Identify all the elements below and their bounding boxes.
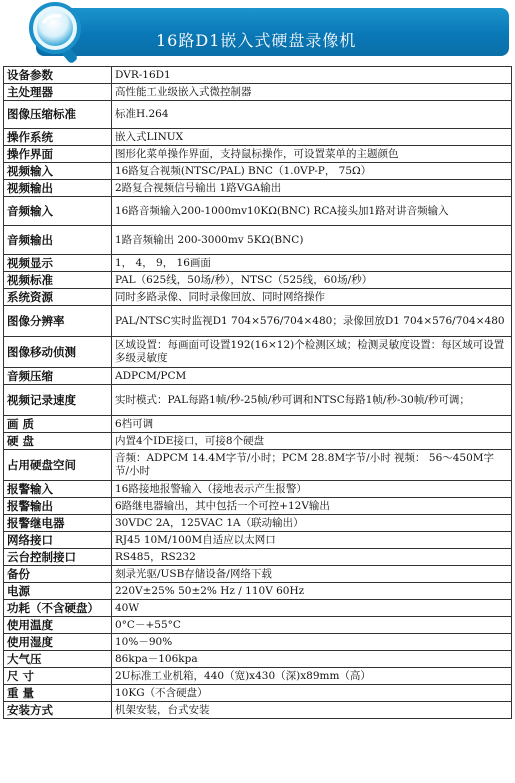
spec-value: 0°C－+55°C	[112, 617, 512, 634]
spec-value: 高性能工业级嵌入式微控制器	[112, 84, 512, 101]
spec-value: 16路接地报警输入（接地表示产生报警）	[112, 481, 512, 498]
spec-row	[4, 549, 512, 566]
spec-value: 标准H.264	[112, 101, 512, 129]
spec-value: 图形化菜单操作界面，支持鼠标操作，可设置菜单的主题颜色	[112, 146, 512, 163]
spec-value: 220V±25% 50±2% Hz / 110V 60Hz	[112, 583, 512, 600]
spec-key: 图像分辨率	[4, 306, 112, 337]
spec-row	[4, 255, 512, 272]
spec-key: 视频输入	[4, 163, 112, 180]
spec-key: 视频输出	[4, 180, 112, 197]
spec-key: 图像压缩标准	[4, 101, 112, 129]
spec-key: 报警继电器	[4, 515, 112, 532]
spec-row	[4, 702, 512, 719]
spec-key: 使用温度	[4, 617, 112, 634]
spec-row	[4, 337, 512, 368]
spec-value: 40W	[112, 600, 512, 617]
spec-value: 嵌入式LINUX	[112, 129, 512, 146]
spec-value: 区域设置：每画面可设置192(16×12)个检测区域；检测灵敏度设置：每区域可设置多级灵敏度	[112, 337, 512, 368]
spec-row	[4, 101, 512, 129]
spec-key: 报警输入	[4, 481, 112, 498]
spec-key: 设备参数	[4, 67, 112, 84]
spec-key: 硬 盘	[4, 433, 112, 450]
spec-key: 大气压	[4, 651, 112, 668]
spec-row	[4, 566, 512, 583]
spec-key: 视频记录速度	[4, 385, 112, 416]
spec-table	[3, 66, 512, 719]
spec-value: 16路音频输入200-1000mv10KΩ(BNC) RCA接头加1路对讲音频输入	[112, 197, 512, 226]
spec-value: 音频：ADPCM 14.4M字节/小时；PCM 28.8M字节/小时 视频： 56～450M字节/小时	[112, 450, 512, 481]
spec-value: 实时模式：PAL每路1帧/秒-25帧/秒可调和NTSC每路1帧/秒-30帧/秒可调；	[112, 385, 512, 416]
spec-row	[4, 685, 512, 702]
spec-value: 2U标准工业机箱，440（宽)x430（深)x89mm（高）	[112, 668, 512, 685]
spec-key: 占用硬盘空间	[4, 450, 112, 481]
spec-row	[4, 272, 512, 289]
spec-row	[4, 289, 512, 306]
spec-row	[4, 84, 512, 101]
spec-value: RJ45 10M/100M自适应以太网口	[112, 532, 512, 549]
spec-row	[4, 515, 512, 532]
spec-row	[4, 368, 512, 385]
title-bar	[36, 8, 509, 56]
spec-value: PAL/NTSC实时监视D1 704×576/704×480；录像回放D1 704×576/704×480	[112, 306, 512, 337]
magnifier-logo-icon	[22, 0, 92, 66]
spec-row	[4, 146, 512, 163]
spec-value: 16路复合视频(NTSC/PAL) BNC（1.0VP-P， 75Ω）	[112, 163, 512, 180]
spec-row	[4, 617, 512, 634]
spec-row	[4, 67, 512, 84]
spec-row	[4, 498, 512, 515]
spec-row	[4, 433, 512, 450]
spec-value: 同时多路录像、同时录像回放、同时网络操作	[112, 289, 512, 306]
spec-row	[4, 668, 512, 685]
spec-key: 音频输入	[4, 197, 112, 226]
spec-key: 操作界面	[4, 146, 112, 163]
spec-key: 视频显示	[4, 255, 112, 272]
spec-value: 6路继电器输出，其中包括一个可控+12V输出	[112, 498, 512, 515]
spec-key: 云台控制接口	[4, 549, 112, 566]
spec-value: DVR-16D1	[112, 67, 512, 84]
spec-key: 备份	[4, 566, 112, 583]
header-banner	[0, 0, 515, 66]
spec-key: 视频标准	[4, 272, 112, 289]
spec-key: 音频压缩	[4, 368, 112, 385]
spec-key: 主处理器	[4, 84, 112, 101]
spec-value: 刻录光驱/USB存储设备/网络下载	[112, 566, 512, 583]
spec-value: 内置4个IDE接口，可接8个硬盘	[112, 433, 512, 450]
spec-value: 6档可调	[112, 416, 512, 433]
spec-value: RS485，RS232	[112, 549, 512, 566]
spec-value: 机架安装，台式安装	[112, 702, 512, 719]
spec-key: 音频输出	[4, 226, 112, 255]
spec-value: 30VDC 2A，125VAC 1A（联动输出）	[112, 515, 512, 532]
spec-row	[4, 481, 512, 498]
spec-value: 10KG（不含硬盘）	[112, 685, 512, 702]
spec-key: 图像移动侦测	[4, 337, 112, 368]
spec-row	[4, 180, 512, 197]
spec-key: 安装方式	[4, 702, 112, 719]
spec-row	[4, 129, 512, 146]
spec-key: 网络接口	[4, 532, 112, 549]
spec-key: 电源	[4, 583, 112, 600]
spec-key: 功耗（不含硬盘）	[4, 600, 112, 617]
spec-row	[4, 450, 512, 481]
spec-value: 1， 4， 9， 16画面	[112, 255, 512, 272]
spec-row	[4, 385, 512, 416]
spec-key: 操作系统	[4, 129, 112, 146]
spec-row	[4, 651, 512, 668]
spec-row	[4, 163, 512, 180]
spec-key: 重 量	[4, 685, 112, 702]
spec-row	[4, 197, 512, 226]
spec-key: 报警输出	[4, 498, 112, 515]
spec-value: ADPCM/PCM	[112, 368, 512, 385]
spec-row	[4, 583, 512, 600]
spec-value: PAL（625线，50场/秒），NTSC（525线，60场/秒）	[112, 272, 512, 289]
spec-row	[4, 306, 512, 337]
spec-row	[4, 532, 512, 549]
spec-key: 画 质	[4, 416, 112, 433]
spec-value: 2路复合视频信号输出 1路VGA输出	[112, 180, 512, 197]
page-title: 16路D1嵌入式硬盘录像机	[156, 31, 357, 50]
spec-key: 使用湿度	[4, 634, 112, 651]
spec-row	[4, 226, 512, 255]
spec-row	[4, 416, 512, 433]
spec-value: 10%－90%	[112, 634, 512, 651]
spec-row	[4, 600, 512, 617]
spec-key: 尺 寸	[4, 668, 112, 685]
spec-value: 1路音频输出 200-3000mv 5KΩ(BNC)	[112, 226, 512, 255]
spec-value: 86kpa－106kpa	[112, 651, 512, 668]
spec-row	[4, 634, 512, 651]
spec-key: 系统资源	[4, 289, 112, 306]
